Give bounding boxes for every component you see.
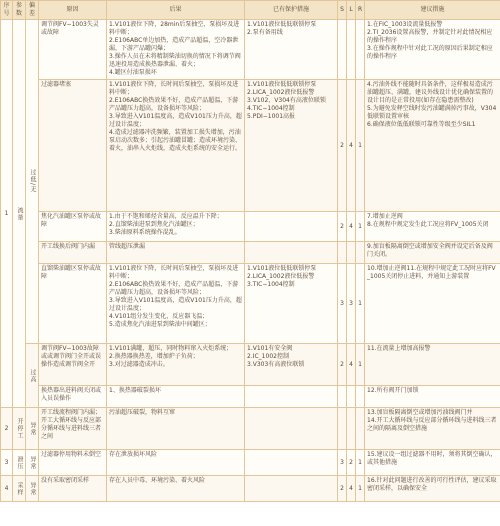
l-cell bbox=[347, 242, 356, 264]
l-cell bbox=[347, 20, 356, 80]
consequence-cell: 存在人员中毒、环境污染、着火风险 bbox=[107, 476, 245, 502]
seq-cell: 1 bbox=[1, 20, 13, 408]
table-row bbox=[1, 344, 500, 386]
consequence-cell: 1.V101液位下降，长时间后泵抽空，泵损坏及进料中断； 2.E106ABC换热效果不好，造成产品超温，下游产品罐压力超高，设备损坏等风险； 3.导致进入V101温度高，造成V101压力升高，超过设计温度； 4.造成过滤器冲洗频繁，装置加工损失增加，污油泵启动次数多；引起污油罐冒罐；造成环境污染、着火，油串入火炬线，造成火炬系统的安全运行。 bbox=[107, 80, 245, 212]
protection-cell: 1.V101有安全阀 2.IC_1002控制 3.V303有高液位联锁 bbox=[245, 344, 338, 386]
consequence-cell: 1.由于不饱和烯烃含量高，反应温升下降； 2.直馏柴油进泵到焦化汽油罐区； 3.柴油原料系统操作混乱。 bbox=[107, 212, 245, 242]
recommend-cell: 10.增加止逆阀11.在规程中规定此工况时应将FV_1005关闭停止进料，并通知上游装置 bbox=[365, 264, 500, 344]
recommend-cell: 16.针对此问题进行改善的可行性评估，建议采取密闭采样，以确保安全 bbox=[365, 476, 500, 502]
cause-cell: 没有采取密闭采样 bbox=[39, 476, 107, 502]
l-cell: 4 bbox=[347, 476, 356, 502]
cause-cell: 焦化汽油罐区泵停或故障 bbox=[39, 212, 107, 242]
s-cell bbox=[338, 20, 347, 80]
table-row bbox=[1, 476, 500, 502]
s-cell: 2 bbox=[338, 344, 347, 386]
cause-cell: 直馏柴油罐区泵停或故障 bbox=[39, 264, 107, 344]
header-param: 参数 bbox=[13, 1, 26, 20]
table-row bbox=[1, 450, 500, 476]
r-cell: 1 bbox=[356, 476, 365, 502]
consequence-cell: 1.V101液位下降，28min后泵抽空，泵损坏及进料中断； 2.E106ABC单边加热，造成产品超温，空冷器泄漏，下游产品罐闪爆； 3.操作人员在未将精制柴油切换的情况下将调节阀迅速投用造成换热器泄漏、着火； 4.罐区付油泵损坏 bbox=[107, 20, 245, 80]
cause-cell: 开工线流程阀门内漏； 开工大循环线与反应部分循环线与进料线三者之间 bbox=[39, 408, 107, 450]
deviation-cell: 过低/无 bbox=[26, 20, 39, 344]
r-cell: 1 bbox=[356, 450, 365, 476]
cause-cell: 换热器出进料阀关闭或入员误操作 bbox=[39, 386, 107, 408]
table-row bbox=[1, 386, 500, 408]
l-cell: 4 bbox=[347, 80, 356, 212]
protection-cell: 1.V101液位低低联锁停泵 2.LICA_1002液位低报警 3.TIC−1004控制 bbox=[245, 264, 338, 344]
r-cell bbox=[356, 386, 365, 408]
param-cell: 流量 bbox=[13, 20, 26, 408]
l-cell: 3 bbox=[347, 264, 356, 344]
s-cell: 2 bbox=[338, 80, 347, 212]
r-cell bbox=[356, 20, 365, 80]
seq-cell: 2 bbox=[1, 408, 13, 450]
r-cell bbox=[356, 408, 365, 450]
param-cell: 采样 bbox=[13, 476, 26, 502]
recommend-cell: 12.所有阀开门加锁 bbox=[365, 386, 500, 408]
recommend-cell: 11.在流量上增加高报警 bbox=[365, 344, 500, 386]
header-cause: 原因 bbox=[39, 1, 107, 20]
s-cell: 2 bbox=[338, 212, 347, 242]
r-cell: 1 bbox=[356, 80, 365, 212]
consequence-cell: 污油超压破裂，物料互窜 bbox=[107, 408, 245, 450]
header-s: S bbox=[338, 1, 347, 20]
recommend-cell: 9.加盲板隔离倒空或增加安全阀并设定后备及阀门关闭。 bbox=[365, 242, 500, 264]
header-row bbox=[1, 1, 500, 20]
recommend-cell: 7.增加止逆阀 8.在规程中规定发生此工况应将FV_1005关闭 bbox=[365, 212, 500, 242]
table-row bbox=[1, 242, 500, 264]
header-protection: 已有保护措施 bbox=[245, 1, 338, 20]
s-cell: 3 bbox=[338, 264, 347, 344]
table-row bbox=[1, 264, 500, 344]
l-cell bbox=[347, 408, 356, 450]
l-cell: 4 bbox=[347, 344, 356, 386]
recommend-cell: 1.在FIC_1003设流量低报警 2.TI_2036设置高报警，并制定针对此情况相应的操作程序 3.在操作规程中针对此工况的原因后果制定相应的操作程序 bbox=[365, 20, 500, 80]
consequence-cell: 1.V101满罐，超压，同时物料窜入火炬系统； 2.换热器换热差，增加炉子负荷； 3.对过滤器造成冲击。 bbox=[107, 344, 245, 386]
protection-cell: 1.V101液位低低联锁停泵 2.泵有备用线 bbox=[245, 20, 338, 80]
header-seq: 序号 bbox=[1, 1, 13, 20]
deviation-cell: 过高 bbox=[26, 344, 39, 408]
protection-cell bbox=[245, 408, 338, 450]
header-recommend: 建议措施 bbox=[365, 1, 500, 20]
table-row bbox=[1, 20, 500, 80]
cause-cell: 调节阀FV−1003故障或或调节阀门全开或误操作造成调节阀全开 bbox=[39, 344, 107, 386]
table-row bbox=[1, 80, 500, 212]
table-row bbox=[1, 212, 500, 242]
s-cell bbox=[338, 408, 347, 450]
cause-cell: 过滤器堵塞 bbox=[39, 80, 107, 212]
param-cell: 开停工 bbox=[13, 408, 26, 450]
header-deviation: 偏差 bbox=[26, 1, 39, 20]
l-cell: 2 bbox=[347, 450, 356, 476]
protection-cell: 1.V101液位低低联锁停泵 2.LICA_1002液位低报警 3.V102、V304有高液位联锁 4.TIC−1004控制 5.PDI−1001高报 bbox=[245, 80, 338, 212]
recommend-cell: 15.建议设一组过滤器不用时，须将其倒空确认，或其他措施 bbox=[365, 450, 500, 476]
s-cell: 3 bbox=[338, 450, 347, 476]
table-row bbox=[1, 408, 500, 450]
param-cell: 泄压 bbox=[13, 450, 26, 476]
protection-cell bbox=[245, 242, 338, 264]
cause-cell: 调节阀FV−1003失灵或故障 bbox=[39, 20, 107, 80]
s-cell bbox=[338, 242, 347, 264]
l-cell bbox=[347, 386, 356, 408]
header-consequence: 后果 bbox=[107, 1, 245, 20]
seq-cell: 4 bbox=[1, 476, 13, 502]
protection-cell bbox=[245, 450, 338, 476]
protection-cell bbox=[245, 212, 338, 242]
r-cell bbox=[356, 242, 365, 264]
deviation-cell: 异常 bbox=[26, 408, 39, 450]
recommend-cell: 4.污油外线不能随时具备条件，这样极易造成污油罐超压、满罐，建议外线设计优化确保装置的设计目的是正常投用(如存在隐患需整改) 5.为避免发释空线时发污油罐满掉污事故，V304低联锁设置审核 6.确保液位低低联锁可靠性等级至少SIL1 bbox=[365, 80, 500, 212]
r-cell: 1 bbox=[356, 212, 365, 242]
consequence-cell: 存在泄放损坏风险 bbox=[107, 450, 245, 476]
protection-cell bbox=[245, 476, 338, 502]
r-cell: 1 bbox=[356, 344, 365, 386]
recommend-cell: 13.加盲板隔离倒空或增加污油线阀门并 14.开工大循环线与反应部分循环线与进料线三者之间的隔离及倒空措施 bbox=[365, 408, 500, 450]
r-cell: 1 bbox=[356, 264, 365, 344]
l-cell: 4 bbox=[347, 212, 356, 242]
deviation-cell: 异常 bbox=[26, 476, 39, 502]
consequence-cell: 管线超压泄漏 bbox=[107, 242, 245, 264]
deviation-cell: 异常 bbox=[26, 450, 39, 476]
header-r: R bbox=[356, 1, 365, 20]
cause-cell: 过滤器停用物料未倒空 bbox=[39, 450, 107, 476]
consequence-cell: 1、换热器破裂损坏 bbox=[107, 386, 245, 408]
s-cell: 2 bbox=[338, 476, 347, 502]
protection-cell bbox=[245, 386, 338, 408]
cause-cell: 开工线换后阀门内漏 bbox=[39, 242, 107, 264]
s-cell bbox=[338, 386, 347, 408]
seq-cell: 3 bbox=[1, 450, 13, 476]
header-l: L bbox=[347, 1, 356, 20]
consequence-cell: 1.V101液位下降，长时间后泵抽空，泵损坏及进料中断； 2.E106ABC换热效果不好，造成产品超温，下游产品罐压力超高，设备损坏等风险； 3.导致进入V101温度高，造成V101压力升高，超过设计温度； 4.V101组分发生变化，反应器飞温； 5.造成焦化汽油进泵到柴油中间罐区； bbox=[107, 264, 245, 344]
